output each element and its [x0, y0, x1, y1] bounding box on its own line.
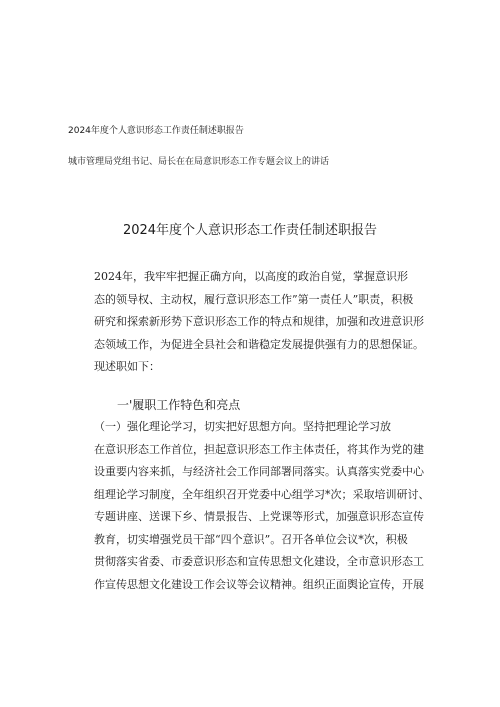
paragraph-line: 作宣传思想文化建设工作会议等会议精神。组织正面舆论宣传，开展: [94, 577, 424, 591]
section-heading: 一'履职工作特色和亮点: [117, 398, 241, 412]
section-paragraph: [94, 416, 434, 596]
header-speech-title: 城市管理局党组书记、局长在在局意识形态工作专题会议上的讲话: [68, 157, 330, 167]
paragraph-line: 2024年，我牢牢把握正确方向，以高度的政治自觉，掌握意识形: [94, 270, 408, 283]
header-report-title: 2024年度个人意识形态工作责任制述职报告: [68, 126, 244, 136]
paragraph-line: 专题讲座、送课下乡、情景报告、上党课等形式，加强意识形态宣传: [94, 510, 424, 523]
paragraph-line: 研究和探索新形势下意识形态工作的特点和规律，加强和改进意识形: [94, 315, 424, 328]
paragraph-line: 设重要内容来抓，与经济社会工作同部署同落实。认真落实党委中心: [94, 465, 424, 478]
paragraph-line: 态的领导权、主动权，履行意识形态工作”第一责任人”职责，积极: [94, 292, 414, 306]
paragraph-line: 态领域工作，为促进全县社会和谐稳定发展提供强有力的思想保证。: [94, 337, 424, 351]
intro-paragraph: [94, 266, 434, 379]
paragraph-line: 现述职如下：: [94, 360, 160, 373]
paragraph-line: （一）强化理论学习，切实把好思想方向。坚持把理论学习放: [94, 420, 391, 433]
paragraph-line: 组理论学习制度，全年组织召开党委中心组学习*次；采取培训研讨、: [94, 487, 430, 501]
paragraph-line: 贯彻落实省委、市委意识形态和宣传思想文化建设，全市意识形态工: [94, 555, 424, 568]
paragraph-line: 在意识形态工作首位，担起意识形态工作主体责任，将其作为党的建: [94, 442, 424, 456]
document-title: 2024年度个人意识形态工作责任制述职报告: [122, 223, 378, 238]
paragraph-line: 教育，切实增强党员干部“四个意识”。召开各单位会议*次，积极: [94, 532, 408, 546]
